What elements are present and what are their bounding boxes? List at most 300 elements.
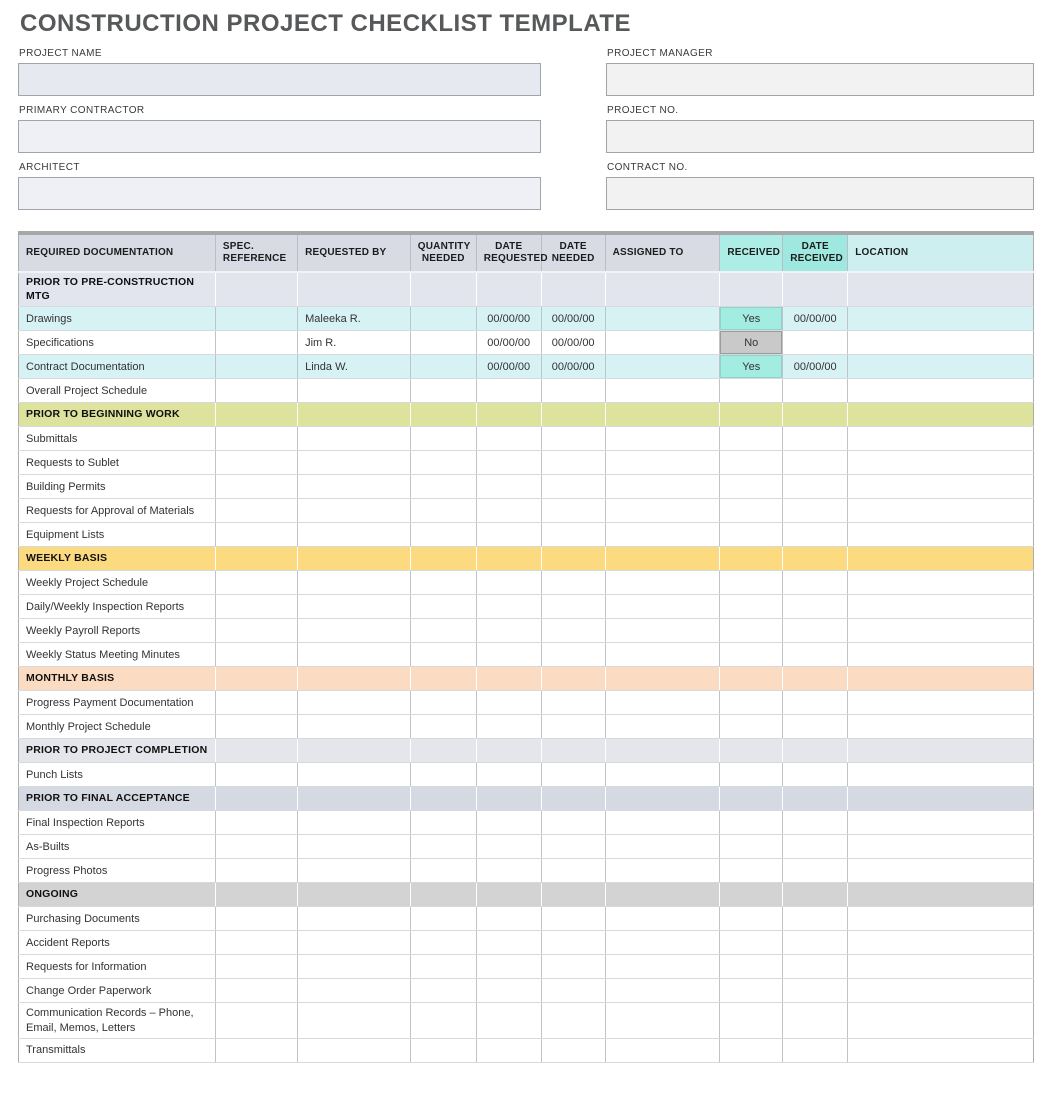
cell-location[interactable] xyxy=(848,931,1034,955)
cell-qty[interactable] xyxy=(410,1003,476,1039)
cell-assigned_to[interactable] xyxy=(605,931,720,955)
cell-date_received[interactable] xyxy=(783,691,848,715)
cell-doc[interactable]: Requests to Sublet xyxy=(19,451,216,475)
section-cell xyxy=(410,547,476,571)
cell-received[interactable] xyxy=(720,811,783,835)
cell-assigned_to[interactable] xyxy=(605,451,720,475)
cell-date_requested[interactable] xyxy=(476,595,541,619)
cell-location[interactable] xyxy=(848,379,1034,403)
cell-doc[interactable]: Progress Photos xyxy=(19,859,216,883)
cell-location[interactable] xyxy=(848,595,1034,619)
cell-date_requested[interactable] xyxy=(476,643,541,667)
cell-qty[interactable] xyxy=(410,931,476,955)
cell-date_received[interactable] xyxy=(783,1003,848,1039)
cell-date_received[interactable] xyxy=(783,643,848,667)
checklist-table-body xyxy=(19,272,1034,1062)
cell-location[interactable] xyxy=(848,523,1034,547)
cell-date_received[interactable] xyxy=(783,499,848,523)
cell-doc[interactable]: Specifications xyxy=(19,331,216,355)
cell-date_requested[interactable] xyxy=(476,907,541,931)
cell-location[interactable] xyxy=(848,715,1034,739)
cell-qty[interactable] xyxy=(410,715,476,739)
cell-date_needed[interactable] xyxy=(541,595,605,619)
cell-received[interactable] xyxy=(720,931,783,955)
table-row xyxy=(19,595,1034,619)
cell-date_needed[interactable] xyxy=(541,427,605,451)
cell-date_needed[interactable]: 00/00/00 xyxy=(541,355,605,379)
cell-date_received[interactable] xyxy=(783,979,848,1003)
cell-qty[interactable] xyxy=(410,691,476,715)
cell-requested_by[interactable]: Jim R. xyxy=(298,331,411,355)
cell-date_requested[interactable]: 00/00/00 xyxy=(476,355,541,379)
table-row xyxy=(19,379,1034,403)
section-cell xyxy=(476,787,541,811)
section-cell xyxy=(541,883,605,907)
cell-assigned_to[interactable] xyxy=(605,595,720,619)
cell-spec[interactable] xyxy=(215,811,297,835)
cell-date_requested[interactable] xyxy=(476,619,541,643)
table-row xyxy=(19,931,1034,955)
cell-date_requested[interactable] xyxy=(476,763,541,787)
section-cell xyxy=(410,403,476,427)
cell-doc[interactable]: Final Inspection Reports xyxy=(19,811,216,835)
cell-assigned_to[interactable] xyxy=(605,811,720,835)
section-cell xyxy=(605,787,720,811)
cell-assigned_to[interactable] xyxy=(605,499,720,523)
cell-requested_by[interactable] xyxy=(298,979,411,1003)
cell-date_received[interactable]: 00/00/00 xyxy=(783,307,848,331)
cell-spec[interactable] xyxy=(215,763,297,787)
cell-doc[interactable]: Contract Documentation xyxy=(19,355,216,379)
cell-qty[interactable] xyxy=(410,595,476,619)
section-cell xyxy=(848,403,1034,427)
project-no-input[interactable] xyxy=(606,120,1034,153)
cell-assigned_to[interactable] xyxy=(605,979,720,1003)
cell-qty[interactable] xyxy=(410,475,476,499)
section-cell xyxy=(848,667,1034,691)
section-cell xyxy=(215,883,297,907)
cell-spec[interactable] xyxy=(215,1038,297,1062)
cell-requested_by[interactable] xyxy=(298,379,411,403)
cell-date_requested[interactable] xyxy=(476,379,541,403)
cell-location[interactable] xyxy=(848,355,1034,379)
cell-received[interactable]: Yes xyxy=(720,355,783,379)
cell-received[interactable] xyxy=(720,955,783,979)
table-row xyxy=(19,499,1034,523)
cell-date_received[interactable] xyxy=(783,835,848,859)
table-row xyxy=(19,979,1034,1003)
section-cell xyxy=(605,667,720,691)
cell-date_needed[interactable] xyxy=(541,931,605,955)
cell-received[interactable] xyxy=(720,763,783,787)
cell-date_received[interactable] xyxy=(783,331,848,355)
cell-requested_by[interactable] xyxy=(298,1003,411,1039)
cell-assigned_to[interactable] xyxy=(605,1003,720,1039)
cell-date_received[interactable] xyxy=(783,595,848,619)
cell-location[interactable] xyxy=(848,1038,1034,1062)
cell-received[interactable] xyxy=(720,859,783,883)
cell-requested_by[interactable] xyxy=(298,499,411,523)
cell-assigned_to[interactable] xyxy=(605,355,720,379)
cell-qty[interactable] xyxy=(410,499,476,523)
table-row xyxy=(19,1003,1034,1039)
section-cell xyxy=(605,547,720,571)
cell-qty[interactable] xyxy=(410,955,476,979)
cell-doc[interactable]: Building Permits xyxy=(19,475,216,499)
cell-assigned_to[interactable] xyxy=(605,523,720,547)
contract-no-input[interactable] xyxy=(606,177,1034,210)
section-cell xyxy=(215,787,297,811)
cell-requested_by[interactable] xyxy=(298,859,411,883)
section-cell xyxy=(298,667,411,691)
cell-spec[interactable] xyxy=(215,955,297,979)
cell-date_received[interactable] xyxy=(783,811,848,835)
cell-assigned_to[interactable] xyxy=(605,475,720,499)
cell-assigned_to[interactable] xyxy=(605,715,720,739)
cell-qty[interactable] xyxy=(410,427,476,451)
cell-received[interactable] xyxy=(720,1003,783,1039)
cell-received[interactable] xyxy=(720,715,783,739)
cell-location[interactable] xyxy=(848,643,1034,667)
cell-qty[interactable] xyxy=(410,643,476,667)
cell-location[interactable] xyxy=(848,955,1034,979)
cell-spec[interactable] xyxy=(215,331,297,355)
cell-requested_by[interactable] xyxy=(298,451,411,475)
cell-doc[interactable]: Weekly Project Schedule xyxy=(19,571,216,595)
cell-requested_by[interactable] xyxy=(298,571,411,595)
cell-assigned_to[interactable] xyxy=(605,691,720,715)
cell-date_requested[interactable] xyxy=(476,691,541,715)
cell-date_needed[interactable] xyxy=(541,691,605,715)
cell-received[interactable] xyxy=(720,427,783,451)
cell-date_received[interactable] xyxy=(783,955,848,979)
section-cell xyxy=(848,739,1034,763)
cell-qty[interactable] xyxy=(410,763,476,787)
cell-date_received[interactable] xyxy=(783,715,848,739)
cell-date_needed[interactable] xyxy=(541,523,605,547)
cell-doc[interactable]: Communication Records – Phone, Email, Memos, Letters xyxy=(19,1003,216,1039)
cell-doc[interactable]: Monthly Project Schedule xyxy=(19,715,216,739)
section-cell xyxy=(410,739,476,763)
cell-received[interactable] xyxy=(720,907,783,931)
cell-qty[interactable] xyxy=(410,1038,476,1062)
cell-received[interactable] xyxy=(720,523,783,547)
cell-received[interactable] xyxy=(720,835,783,859)
cell-requested_by[interactable]: Linda W. xyxy=(298,355,411,379)
cell-doc[interactable]: Equipment Lists xyxy=(19,523,216,547)
cell-date_needed[interactable] xyxy=(541,1038,605,1062)
cell-date_received[interactable] xyxy=(783,475,848,499)
cell-received[interactable]: No xyxy=(720,331,783,355)
table-row xyxy=(19,331,1034,355)
cell-qty[interactable] xyxy=(410,451,476,475)
section-cell xyxy=(410,883,476,907)
cell-assigned_to[interactable] xyxy=(605,643,720,667)
cell-qty[interactable] xyxy=(410,523,476,547)
cell-spec[interactable] xyxy=(215,379,297,403)
section-label: PRIOR TO PRE-CONSTRUCTION MTG xyxy=(19,272,216,307)
cell-date_requested[interactable] xyxy=(476,955,541,979)
cell-spec[interactable] xyxy=(215,715,297,739)
project-manager-input[interactable] xyxy=(606,63,1034,96)
cell-date_received[interactable] xyxy=(783,619,848,643)
cell-spec[interactable] xyxy=(215,499,297,523)
cell-date_needed[interactable] xyxy=(541,979,605,1003)
cell-spec[interactable] xyxy=(215,523,297,547)
cell-date_requested[interactable] xyxy=(476,523,541,547)
cell-assigned_to[interactable] xyxy=(605,955,720,979)
cell-date_needed[interactable] xyxy=(541,451,605,475)
cell-date_received[interactable] xyxy=(783,523,848,547)
cell-spec[interactable] xyxy=(215,427,297,451)
cell-qty[interactable] xyxy=(410,907,476,931)
cell-date_needed[interactable] xyxy=(541,811,605,835)
form-column-left xyxy=(18,48,541,219)
cell-spec[interactable] xyxy=(215,835,297,859)
cell-date_requested[interactable] xyxy=(476,979,541,1003)
cell-date_received[interactable] xyxy=(783,931,848,955)
cell-date_requested[interactable]: 00/00/00 xyxy=(476,331,541,355)
cell-requested_by[interactable] xyxy=(298,811,411,835)
cell-spec[interactable] xyxy=(215,691,297,715)
project-name-input[interactable] xyxy=(18,63,541,96)
cell-date_requested[interactable]: 00/00/00 xyxy=(476,307,541,331)
cell-spec[interactable] xyxy=(215,307,297,331)
cell-received[interactable] xyxy=(720,595,783,619)
cell-date_requested[interactable] xyxy=(476,715,541,739)
cell-location[interactable] xyxy=(848,427,1034,451)
cell-location[interactable] xyxy=(848,763,1034,787)
cell-date_received[interactable] xyxy=(783,451,848,475)
cell-requested_by[interactable] xyxy=(298,643,411,667)
cell-location[interactable] xyxy=(848,499,1034,523)
cell-received[interactable]: Yes xyxy=(720,307,783,331)
architect-label: ARCHITECT xyxy=(19,162,80,173)
cell-date_requested[interactable] xyxy=(476,859,541,883)
cell-doc[interactable]: Change Order Paperwork xyxy=(19,979,216,1003)
table-row xyxy=(19,475,1034,499)
cell-date_received[interactable] xyxy=(783,379,848,403)
cell-date_requested[interactable] xyxy=(476,499,541,523)
cell-spec[interactable] xyxy=(215,475,297,499)
cell-location[interactable] xyxy=(848,979,1034,1003)
cell-requested_by[interactable] xyxy=(298,955,411,979)
cell-doc[interactable]: Drawings xyxy=(19,307,216,331)
cell-location[interactable] xyxy=(848,331,1034,355)
cell-received[interactable] xyxy=(720,379,783,403)
cell-requested_by[interactable] xyxy=(298,931,411,955)
section-cell xyxy=(541,739,605,763)
cell-assigned_to[interactable] xyxy=(605,763,720,787)
section-cell xyxy=(783,883,848,907)
cell-assigned_to[interactable] xyxy=(605,331,720,355)
cell-requested_by[interactable] xyxy=(298,427,411,451)
cell-date_needed[interactable] xyxy=(541,379,605,403)
cell-received[interactable] xyxy=(720,643,783,667)
cell-doc[interactable]: Weekly Status Meeting Minutes xyxy=(19,643,216,667)
cell-assigned_to[interactable] xyxy=(605,619,720,643)
cell-qty[interactable] xyxy=(410,571,476,595)
section-cell xyxy=(476,547,541,571)
cell-location[interactable] xyxy=(848,451,1034,475)
cell-location[interactable] xyxy=(848,835,1034,859)
cell-requested_by[interactable] xyxy=(298,715,411,739)
cell-date_requested[interactable] xyxy=(476,427,541,451)
cell-received[interactable] xyxy=(720,475,783,499)
cell-received[interactable] xyxy=(720,979,783,1003)
cell-qty[interactable] xyxy=(410,619,476,643)
cell-date_requested[interactable] xyxy=(476,571,541,595)
cell-date_needed[interactable] xyxy=(541,859,605,883)
cell-date_needed[interactable] xyxy=(541,619,605,643)
cell-date_needed[interactable] xyxy=(541,763,605,787)
cell-doc[interactable]: Weekly Payroll Reports xyxy=(19,619,216,643)
section-label: MONTHLY BASIS xyxy=(19,667,216,691)
cell-qty[interactable] xyxy=(410,835,476,859)
cell-spec[interactable] xyxy=(215,907,297,931)
cell-location[interactable] xyxy=(848,691,1034,715)
cell-date_received[interactable] xyxy=(783,571,848,595)
section-cell xyxy=(215,272,297,307)
cell-location[interactable] xyxy=(848,571,1034,595)
cell-spec[interactable] xyxy=(215,931,297,955)
cell-date_requested[interactable] xyxy=(476,811,541,835)
cell-location[interactable] xyxy=(848,475,1034,499)
cell-date_needed[interactable] xyxy=(541,643,605,667)
column-header-date_needed: DATE NEEDED xyxy=(541,233,605,272)
cell-requested_by[interactable] xyxy=(298,1038,411,1062)
cell-spec[interactable] xyxy=(215,571,297,595)
cell-requested_by[interactable] xyxy=(298,907,411,931)
cell-date_needed[interactable] xyxy=(541,835,605,859)
cell-location[interactable] xyxy=(848,811,1034,835)
cell-requested_by[interactable]: Maleeka R. xyxy=(298,307,411,331)
table-row xyxy=(19,355,1034,379)
cell-date_needed[interactable] xyxy=(541,571,605,595)
section-cell xyxy=(720,547,783,571)
cell-date_needed[interactable] xyxy=(541,499,605,523)
section-label: PRIOR TO BEGINNING WORK xyxy=(19,403,216,427)
cell-assigned_to[interactable] xyxy=(605,1038,720,1062)
cell-spec[interactable] xyxy=(215,451,297,475)
cell-date_requested[interactable] xyxy=(476,1038,541,1062)
cell-requested_by[interactable] xyxy=(298,619,411,643)
cell-location[interactable] xyxy=(848,1003,1034,1039)
cell-date_needed[interactable] xyxy=(541,715,605,739)
cell-requested_by[interactable] xyxy=(298,595,411,619)
cell-doc[interactable]: Daily/Weekly Inspection Reports xyxy=(19,595,216,619)
cell-date_requested[interactable] xyxy=(476,931,541,955)
cell-date_needed[interactable] xyxy=(541,955,605,979)
cell-received[interactable] xyxy=(720,571,783,595)
cell-date_needed[interactable] xyxy=(541,475,605,499)
cell-requested_by[interactable] xyxy=(298,475,411,499)
project-info-form xyxy=(18,48,1034,219)
cell-date_needed[interactable] xyxy=(541,1003,605,1039)
cell-location[interactable] xyxy=(848,859,1034,883)
cell-qty[interactable] xyxy=(410,811,476,835)
section-label: ONGOING xyxy=(19,883,216,907)
cell-received[interactable] xyxy=(720,619,783,643)
cell-spec[interactable] xyxy=(215,1003,297,1039)
cell-date_received[interactable] xyxy=(783,1038,848,1062)
cell-assigned_to[interactable] xyxy=(605,427,720,451)
cell-requested_by[interactable] xyxy=(298,523,411,547)
cell-requested_by[interactable] xyxy=(298,763,411,787)
section-cell xyxy=(410,667,476,691)
cell-doc[interactable]: Accident Reports xyxy=(19,931,216,955)
cell-date_needed[interactable]: 00/00/00 xyxy=(541,331,605,355)
cell-doc[interactable]: Punch Lists xyxy=(19,763,216,787)
cell-doc[interactable]: Purchasing Documents xyxy=(19,907,216,931)
cell-date_requested[interactable] xyxy=(476,1003,541,1039)
cell-qty[interactable] xyxy=(410,355,476,379)
section-cell xyxy=(720,403,783,427)
cell-assigned_to[interactable] xyxy=(605,835,720,859)
cell-date_received[interactable]: 00/00/00 xyxy=(783,355,848,379)
cell-doc[interactable]: Requests for Information xyxy=(19,955,216,979)
cell-location[interactable] xyxy=(848,307,1034,331)
cell-doc[interactable]: Overall Project Schedule xyxy=(19,379,216,403)
cell-date_needed[interactable] xyxy=(541,907,605,931)
section-cell xyxy=(410,787,476,811)
primary-contractor-input[interactable] xyxy=(18,120,541,153)
cell-assigned_to[interactable] xyxy=(605,307,720,331)
section-row xyxy=(19,403,1034,427)
cell-received[interactable] xyxy=(720,691,783,715)
cell-assigned_to[interactable] xyxy=(605,907,720,931)
cell-date_received[interactable] xyxy=(783,907,848,931)
cell-spec[interactable] xyxy=(215,595,297,619)
cell-doc[interactable]: Transmittals xyxy=(19,1038,216,1062)
cell-date_received[interactable] xyxy=(783,859,848,883)
cell-received[interactable] xyxy=(720,451,783,475)
cell-date_requested[interactable] xyxy=(476,475,541,499)
section-cell xyxy=(605,883,720,907)
cell-doc[interactable]: Requests for Approval of Materials xyxy=(19,499,216,523)
cell-date_needed[interactable]: 00/00/00 xyxy=(541,307,605,331)
cell-received[interactable] xyxy=(720,1038,783,1062)
cell-spec[interactable] xyxy=(215,619,297,643)
cell-spec[interactable] xyxy=(215,355,297,379)
cell-qty[interactable] xyxy=(410,331,476,355)
cell-spec[interactable] xyxy=(215,979,297,1003)
cell-qty[interactable] xyxy=(410,379,476,403)
cell-assigned_to[interactable] xyxy=(605,571,720,595)
cell-date_received[interactable] xyxy=(783,763,848,787)
cell-requested_by[interactable] xyxy=(298,691,411,715)
architect-input[interactable] xyxy=(18,177,541,210)
cell-date_requested[interactable] xyxy=(476,835,541,859)
cell-qty[interactable] xyxy=(410,859,476,883)
cell-spec[interactable] xyxy=(215,643,297,667)
cell-date_requested[interactable] xyxy=(476,451,541,475)
cell-doc[interactable]: As-Builts xyxy=(19,835,216,859)
cell-date_received[interactable] xyxy=(783,427,848,451)
section-cell xyxy=(215,547,297,571)
cell-requested_by[interactable] xyxy=(298,835,411,859)
cell-qty[interactable] xyxy=(410,979,476,1003)
cell-qty[interactable] xyxy=(410,307,476,331)
cell-spec[interactable] xyxy=(215,859,297,883)
cell-assigned_to[interactable] xyxy=(605,379,720,403)
cell-location[interactable] xyxy=(848,619,1034,643)
cell-assigned_to[interactable] xyxy=(605,859,720,883)
cell-location[interactable] xyxy=(848,907,1034,931)
cell-doc[interactable]: Submittals xyxy=(19,427,216,451)
cell-received[interactable] xyxy=(720,499,783,523)
cell-doc[interactable]: Progress Payment Documentation xyxy=(19,691,216,715)
